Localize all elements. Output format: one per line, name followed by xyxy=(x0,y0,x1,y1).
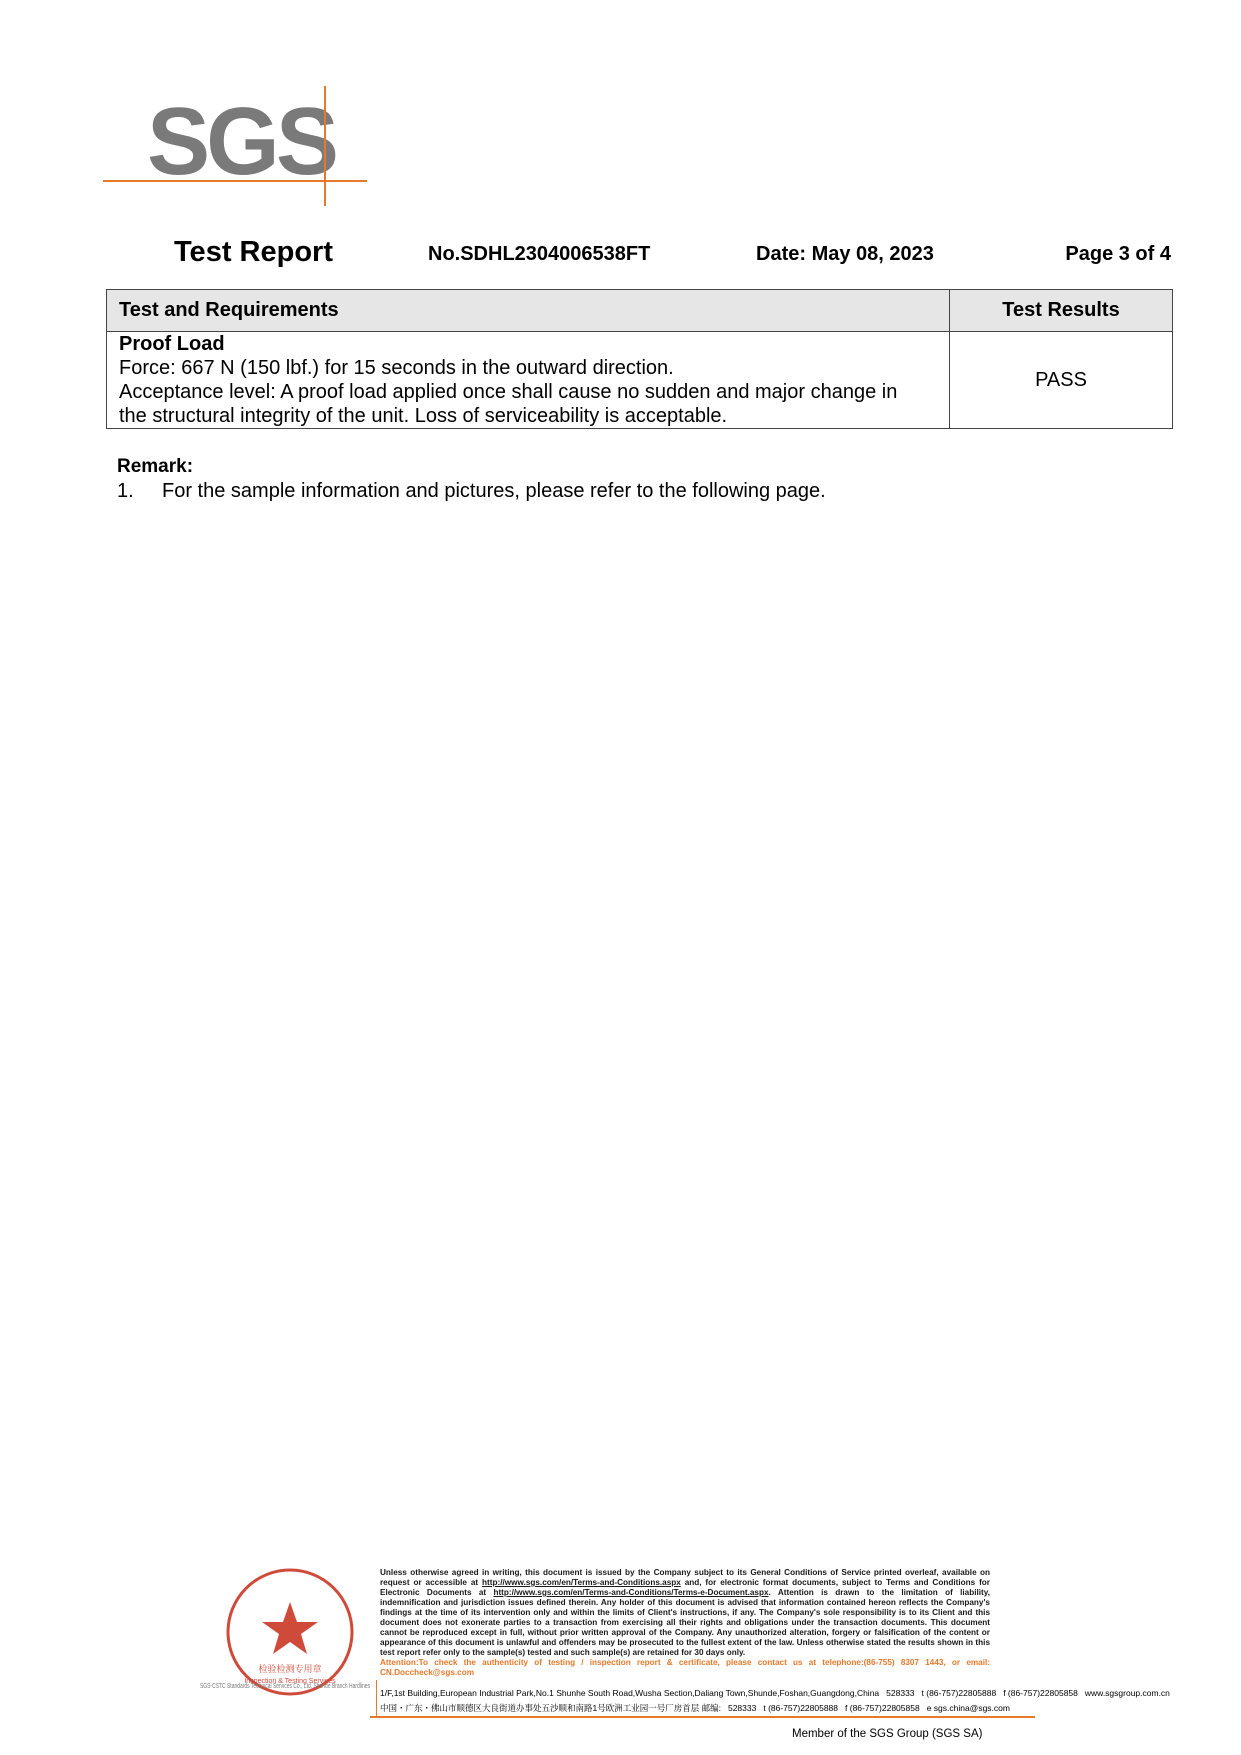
remark-title: Remark: xyxy=(117,456,194,477)
table-header-row xyxy=(107,290,1173,332)
telephone-en: t (86-757)22805888 xyxy=(921,1688,997,1698)
sgs-logo xyxy=(103,86,367,206)
terms-link[interactable]: http://www.sgs.com/en/Terms-and-Conditions.aspx xyxy=(482,1578,681,1587)
authenticity-notice: Attention:To check the authenticity of testing / inspection report & certificate, please contact us at telephone:(86-755) 8307 1443, or email: CN.Doccheck@sgs.com xyxy=(380,1658,990,1677)
footer-divider-vertical xyxy=(376,1680,377,1716)
remark-item-number: 1. xyxy=(117,480,134,502)
page-number: Page 3 of 4 xyxy=(1065,243,1171,265)
report-title: Test Report xyxy=(174,236,333,268)
email[interactable]: e sgs.china@sgs.com xyxy=(926,1703,1010,1713)
column-header-requirements: Test and Requirements xyxy=(107,290,950,332)
requirements-cell xyxy=(107,332,950,429)
postcode-cn: 528333 xyxy=(727,1703,757,1713)
seal-text-cn: 检验检测专用章 xyxy=(258,1665,322,1675)
website[interactable]: www.sgsgroup.com.cn xyxy=(1084,1688,1170,1698)
test-acceptance-2: the structural integrity of the unit. Loss of serviceability is acceptable. xyxy=(119,405,728,427)
footer-legal-text xyxy=(380,1568,990,1678)
test-force: Force: 667 N (150 lbf.) for 15 seconds in the outward direction. xyxy=(119,357,674,379)
e-document-terms-link[interactable]: http://www.sgs.com/en/Terms-and-Conditions/Terms-e-Document.aspx xyxy=(493,1588,769,1597)
postcode-en: 528333 xyxy=(886,1688,915,1698)
address-cn: 中国・广东・佛山市顺德区大良街道办事处五沙顺和南路1号欧洲工业园一号厂房首层 邮编: xyxy=(380,1703,721,1713)
test-name: Proof Load xyxy=(119,333,225,355)
svg-text:SGS: SGS xyxy=(147,88,336,195)
footer-divider xyxy=(370,1716,1035,1718)
report-date: Date: May 08, 2023 xyxy=(756,243,934,265)
column-header-results: Test Results xyxy=(950,290,1173,332)
legal-text-part-1: Unless otherwise agreed in writing, this document is issued by the Company subject to its General Conditions of Service printed overleaf, available on request or accessible at xyxy=(380,1568,990,1587)
legal-text-part-3: . Attention is drawn to the limitation of liability, indemnification and jurisdiction issues defined therein. Any holder of this document is advised that information contained hereon reflects the Company's findings at the time of its intervention only and within the limits of Client's instructions, if any. The Company's sole responsibility is to its Client and this document does not exonerate parties to a transaction from exercising all their rights and obligations under the transaction documents. This document cannot be reproduced except in full, without prior written approval of the Company. Any unauthorized alteration, forgery or falsification of the content or appearance of this document is unlawful and offenders may be prosecuted to the fullest extent of the law. Unless otherwise stated the results shown in this test report refer only to the sample(s) tested and such sample(s) are retained for 30 days only. xyxy=(380,1588,991,1657)
member-statement: Member of the SGS Group (SGS SA) xyxy=(792,1728,983,1740)
footer-address-cn xyxy=(380,1701,1010,1716)
fax-cn: f (86-757)22805858 xyxy=(845,1703,920,1713)
footer-address-en xyxy=(380,1686,1170,1701)
report-number: No.SDHL2304006538FT xyxy=(428,243,651,265)
seal-text-en: Inspection & Testing Services xyxy=(244,1678,336,1685)
telephone-cn: t (86-757)22805888 xyxy=(763,1703,839,1713)
test-acceptance-1: Acceptance level: A proof load applied once shall cause no sudden and major change in xyxy=(119,381,898,403)
table-row xyxy=(107,332,1173,429)
address-en: 1/F,1st Building,European Industrial Park,No.1 Shunhe South Road,Wusha Section,Daliang Town,Shunde,Foshan,Guangdong,China xyxy=(380,1688,880,1698)
company-seal xyxy=(200,1562,370,1712)
remark-item-text: For the sample information and pictures, please refer to the following page. xyxy=(162,480,826,502)
results-table xyxy=(106,289,1173,429)
fax-en: f (86-757)22805858 xyxy=(1003,1688,1078,1698)
seal-company: SGS-CSTC Standards Technical Services Co., Ltd. Shunde Branch Hardlines xyxy=(200,1681,370,1690)
legal-text-part-2: and, for electronic format documents, subject to Terms and Conditions for Electronic Documents at xyxy=(380,1578,990,1597)
test-result: PASS xyxy=(950,332,1173,429)
